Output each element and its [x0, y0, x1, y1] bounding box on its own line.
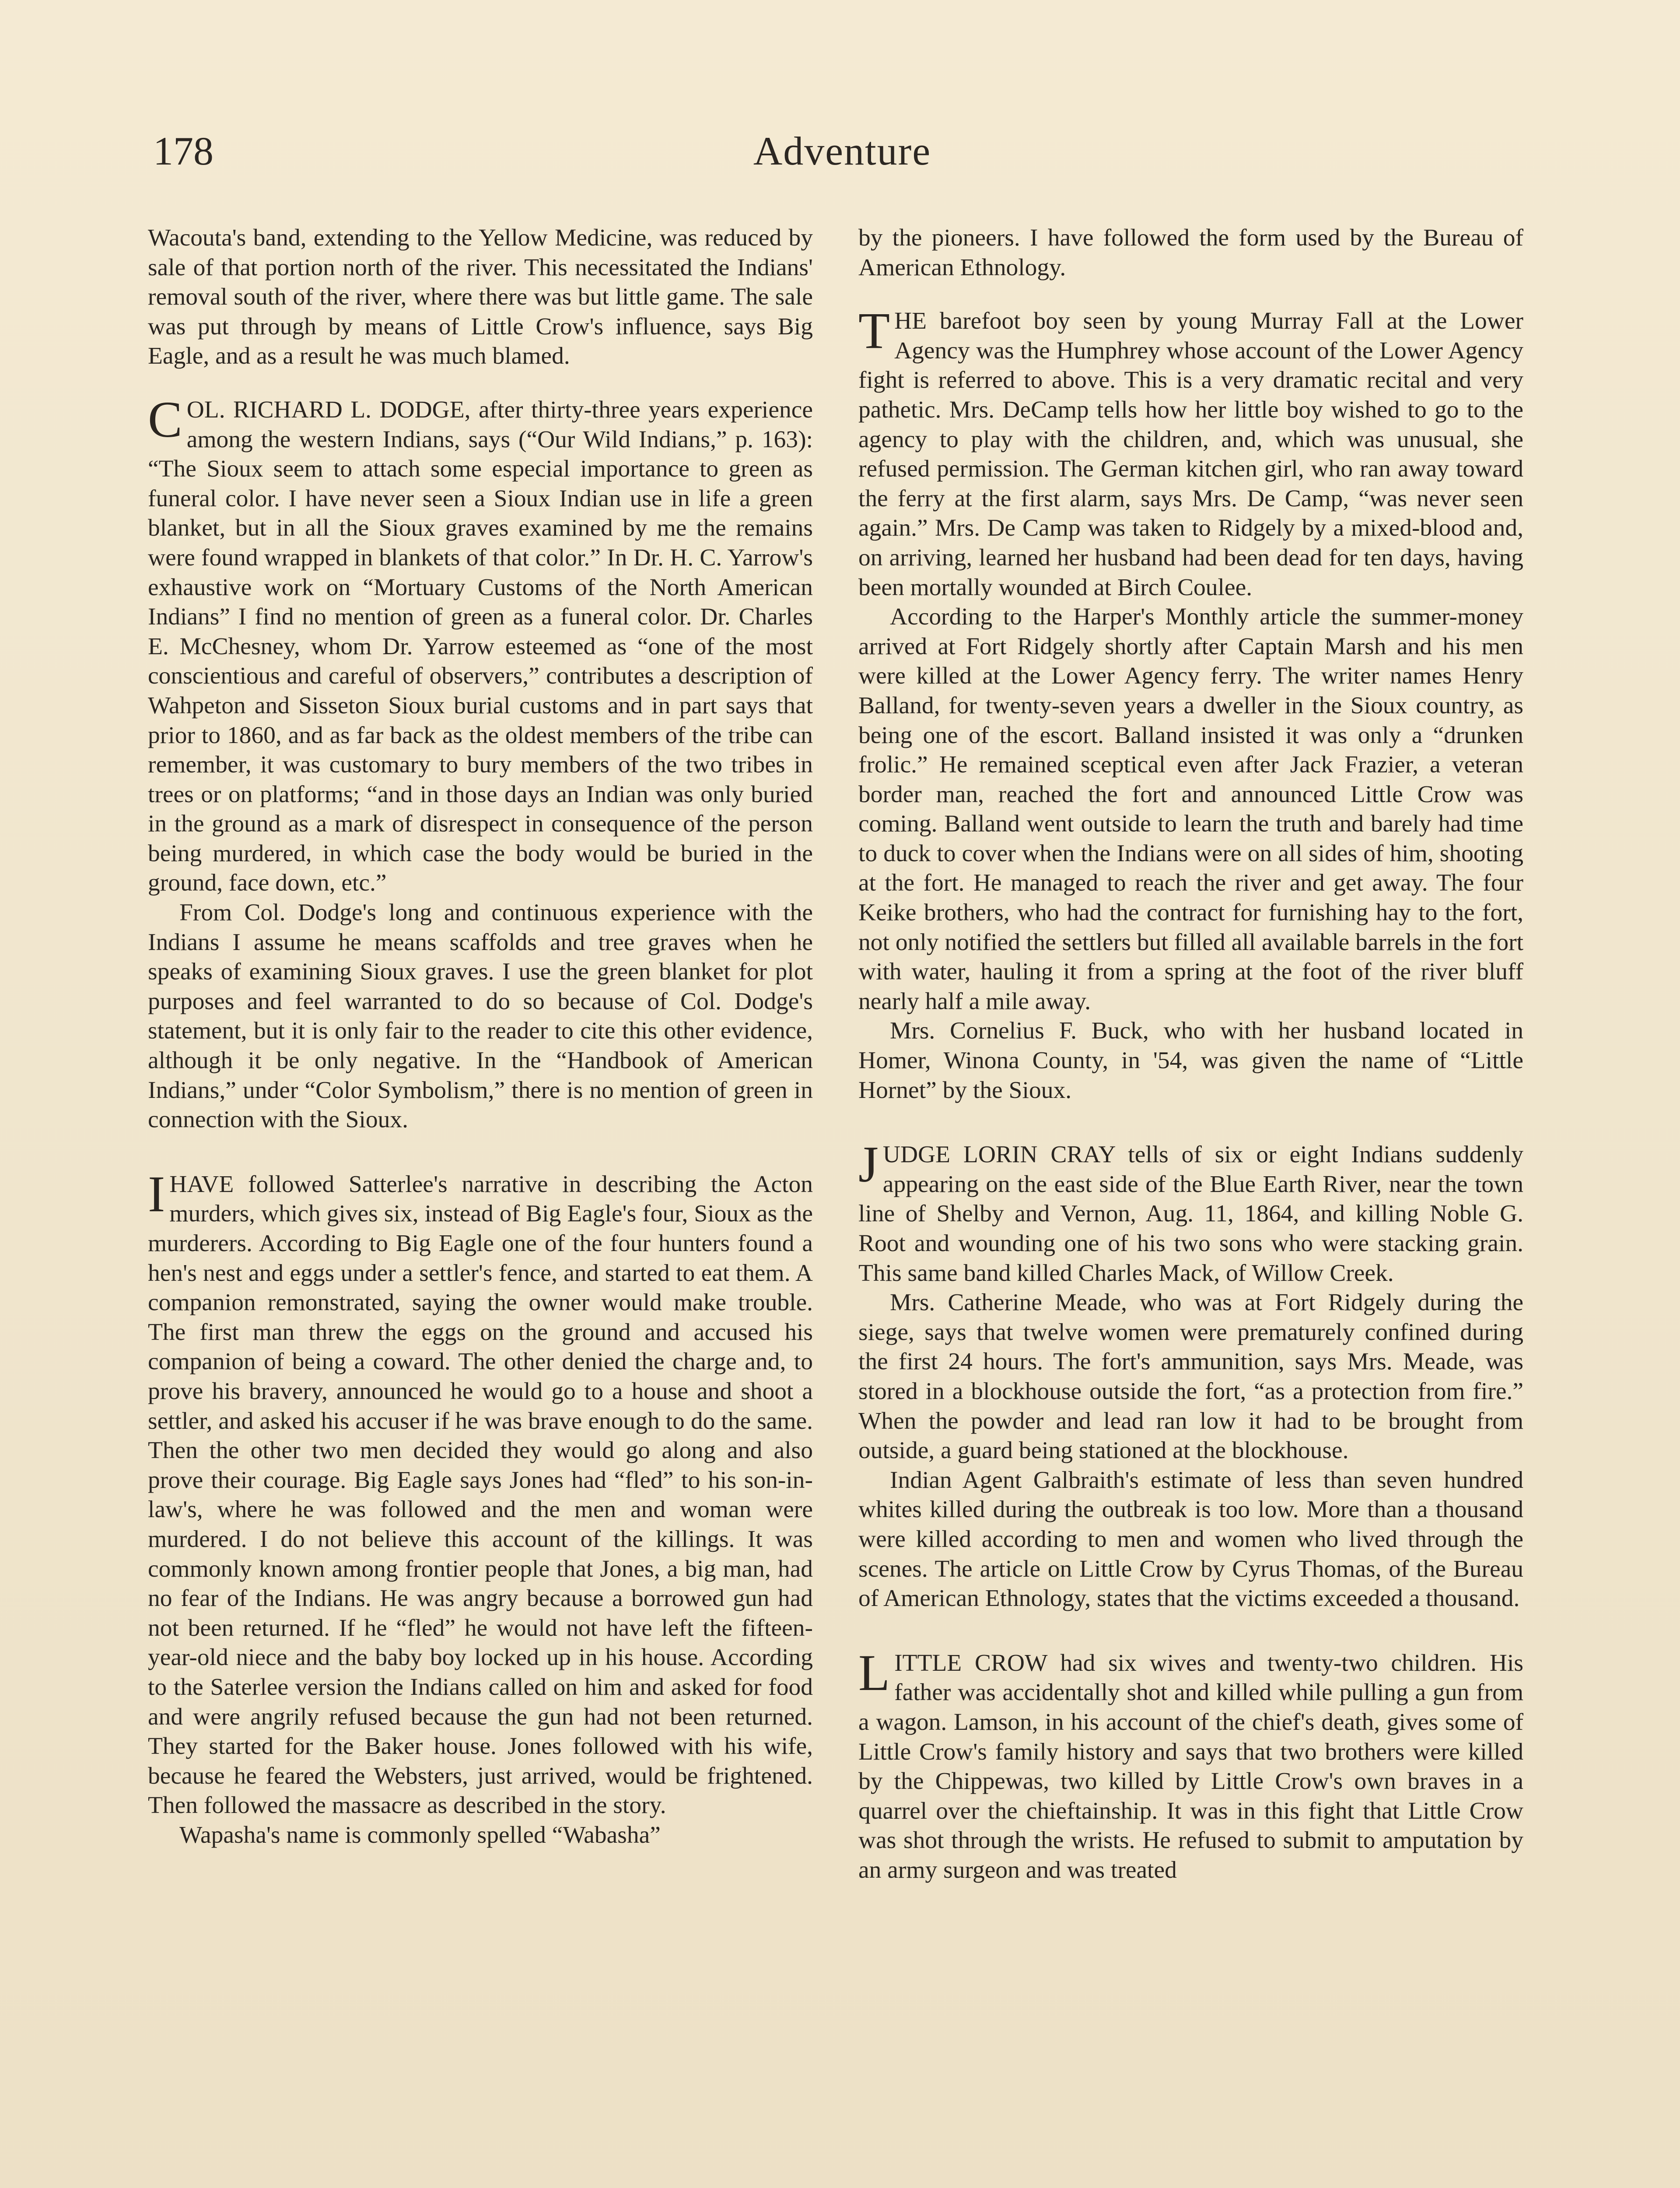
right-column — [858, 223, 1523, 1885]
paragraph: According to the Harper's Monthly article the summer-money arrived at Fort Ridgely shortly after Captain Marsh and his men were killed at the Lower Agency ferry. The writer names Henry Balland, for twenty-seven years a dweller in the Sioux country, as being one of the escort. Balland insisted it was only a “drunken frolic.” He remained sceptical even after Jack Frazier, a veteran border man, reached the fort and announced Little Crow was coming. Balland went outside to learn the truth and barely had time to duck to cover when the Indians were on all sides of him, shooting at the fort. He managed to reach the river and get away. The four Keike brothers, who had the contract for furnishing hay to the fort, not only notified the settlers but filled all available barrels in the fort with water, hauling it from a spring at the foot of the river bluff nearly half a mile away. — [858, 603, 1523, 1015]
section-little-crow: LITTLE CROW had six wives and twenty-two children. His father was accidentally shot and killed while pulling a gun from a wagon. Lamson, in his account of the chief's death, gives some of Little Crow's family history and says that two brothers were killed by the Chippewas, two killed by Little Crow's own braves in a quarrel over the chieftainship. It was in this fight that Little Crow was shot through the wrists. He refused to submit to amputation by an army surgeon and was treated — [858, 1644, 1523, 1883]
running-head — [153, 127, 1531, 193]
section-acton-murders: IHAVE followed Satterlee's narrative in describing the Acton murders, which gives six, instead of Big Eagle's four, Sioux as the murderers. According to Big Eagle one of the four hunters found a hen's nest and eggs under a settler's fence, and started to eat them. A companion remonstrated, saying the owner would make trouble. The first man threw the eggs on the ground and accused his companion of being a coward. The other denied the charge and, to prove his bravery, announced he would go to a house and shoot a settler, and asked his accuser if he was brave enough to do the same. Then the other two men decided they would go along and also prove their courage. Big Eagle says Jones had “fled” to his son-in-law's, where he was followed and the men and woman were murdered. I do not believe this account of the killings. It was commonly known among frontier people that Jones, a big man, had no fear of the Indians. He was angry because a borrowed gun had not been returned. If he “fled” he would not have left the fifteen-year-old niece and the baby boy locked up in his house. According to the Saterlee version the Indians called on him and asked for food and were angrily refused because the gun had not been returned. They started for the Baker house. Jones followed with his wife, because he feared the Websters, just arrived, would be frightened. Then followed the massacre as described in the story. — [148, 1165, 813, 1819]
paragraph: by the pioneers. I have followed the form used by the Bureau of American Ethnology. — [858, 224, 1523, 281]
left-column — [148, 223, 813, 1850]
section-dodge: COL. RICHARD L. DODGE, after thirty-three years experience among the western Indians, says (“Our Wild Indians,” p. 163): “The Sioux seem to attach some especial importance to green as funeral color. I have never seen a Sioux Indian use in life a green blanket, but in all the Sioux graves examined by me the remains were found wrapped in blankets of that color.” In Dr. H. C. Yarrow's exhaustive work on “Mortuary Customs of the North American Indians” I find no mention of green as a funeral color. Dr. Charles E. McChesney, whom Dr. Yarrow esteemed as “one of the most conscientious and careful of observers,” contributes a description of Wahpeton and Sisseton Sioux burial customs and in part says that prior to 1860, and as far back as the oldest members of the tribe can remember, it was customary to bury members of the two tribes in trees or on platforms; “and in those days an Indian was only buried in the ground as a mark of disrespect in consequence of the person being murdered, in which case the body would be buried in the ground, face down, etc.” — [148, 390, 813, 897]
paragraph: From Col. Dodge's long and continuous experience with the Indians I assume he means scaffolds and tree graves when he speaks of examining Sioux graves. I use the green blanket for plot purposes and feel warranted to do so because of Col. Dodge's statement, but it is only fair to the reader to cite this other evidence, although it be only negative. In the “Handbook of American Indians,” under “Color Symbolism,” there is no mention of green in connection with the Sioux. — [148, 899, 813, 1133]
section-judge-cray: JUDGE LORIN CRAY tells of six or eight Indians suddenly appearing on the east side of the Blue Earth River, near the town line of Shelby and Vernon, Aug. 11, 1864, and killing Noble G. Root and wounding one of his two sons who were stacking grain. This same band killed Charles Mack, of Willow Creek. — [858, 1136, 1523, 1287]
section-barefoot-boy: THE barefoot boy seen by young Murray Fall at the Lower Agency was the Humphrey whose account of the Lower Agency fight is referred to above. This is a very dramatic recital and very pathetic. Mrs. DeCamp tells how her little boy wished to go to the agency to play with the children, and, which was unusual, she refused permission. The German kitchen girl, who ran away toward the ferry at the first alarm, says Mrs. De Camp, “was never seen again.” Mrs. De Camp was taken to Ridgely by a mixed-blood and, on arriving, learned her husband had been dead for ten days, having been mortally wounded at Birch Coulee. — [858, 302, 1523, 601]
paragraph: Mrs. Catherine Meade, who was at Fort Ridgely during the siege, says that twelve women were prematurely confined during the first 24 hours. The fort's ammunition, says Mrs. Meade, was stored in a blockhouse outside the fort, “as a protection from fire.” When the powder and lead ran low it had to be brought from outside, a guard being stationed at the blockhouse. — [858, 1289, 1523, 1464]
page-number: 178 — [153, 129, 214, 173]
paragraph: Wacouta's band, extending to the Yellow Medicine, was reduced by sale of that portion north of the river. This necessitated the Indians' removal south of the river, where there was but little game. The sale was put through by means of Little Crow's influence, says Big Eagle, and as a result he was much blamed. — [148, 224, 813, 370]
paragraph: Wapasha's name is commonly spelled “Wabasha” — [179, 1821, 661, 1848]
magazine-title: Adventure — [753, 129, 931, 173]
paragraph: Indian Agent Galbraith's estimate of less than seven hundred whites killed during the outbreak is too low. More than a thousand were killed according to men and women who lived through the scenes. The article on Little Crow by Cyrus Thomas, of the Bureau of American Ethnology, states that the victims exceeded a thousand. — [858, 1466, 1523, 1612]
paragraph: Mrs. Cornelius F. Buck, who with her husband located in Homer, Winona County, in '54, was given the name of “Little Hornet” by the Sioux. — [858, 1017, 1523, 1104]
